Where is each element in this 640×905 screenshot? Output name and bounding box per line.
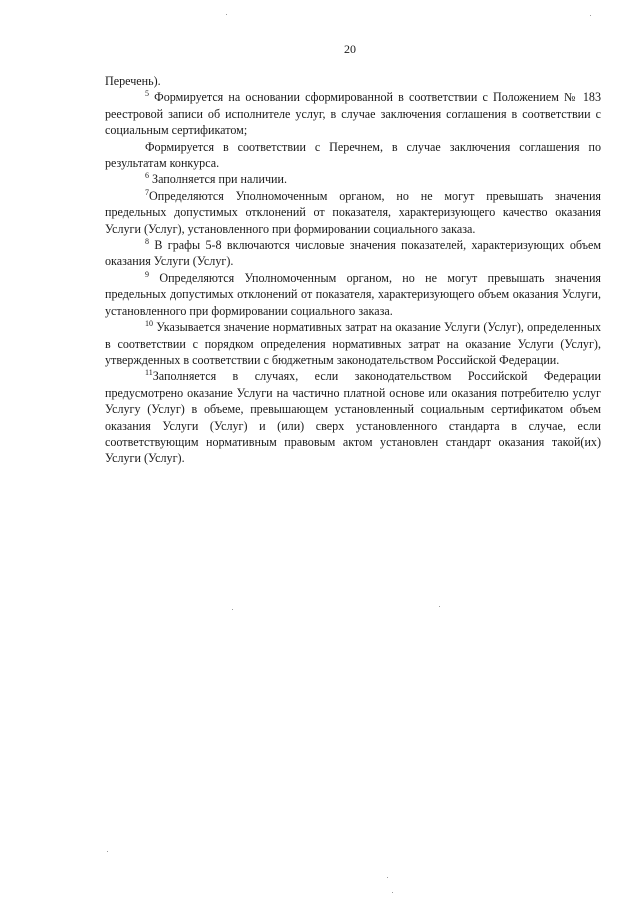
scan-speck [590, 15, 591, 16]
scan-speck [107, 851, 108, 852]
paragraph-continuation: Перечень). [105, 74, 161, 88]
footnote-7: $^7$Определяются Уполномоченным органом, но не могут превышать значения предельных допустимых отклонений от показателя, характеризующего качество оказания Услуги (Услуг), установленного при формировании социального заказа. [105, 187, 601, 236]
scan-speck [392, 892, 393, 893]
footnote-6: $^6$ Заполняется при наличии. [145, 171, 287, 187]
footnote-5-continued: Формируется в соответствии с Перечнем, в случае заключения соглашения по результатам конкурса. [105, 139, 601, 171]
footnote-5: $^5$ Формируется на основании сформированной в соответствии с Положением № 183 реестровой записи об исполнителе услуг, в случае заключения соглашения в соответствии с социальным сертификатом; [105, 89, 601, 138]
footnote-8: $^8$ В графы 5-8 включаются числовые значения показателей, характеризующих объем оказания Услуги (Услуг). [105, 237, 601, 269]
footnotes-text [105, 73, 601, 467]
page-number: 20 [344, 42, 356, 56]
footnote-marker: 5 [145, 89, 149, 99]
scan-speck [226, 14, 227, 15]
footnote-marker: 11 [145, 368, 153, 378]
footnote-11: $^{11}$Заполняется в случаях, если законодательством Российской Федерации предусмотрено оказание Услуги на частично платной основе или оказания потребителю услуг Услугу (Услуг) в объеме, превышающем установленный социальным сертификатом объем оказания Услуги (Услуг) и (или) сверх установленного стандарта в случае, если соответствующим нормативным правовым актом установлен стандарт оказания такой(их) Услуги (Услуг). [105, 368, 601, 466]
footnote-marker: 8 [145, 237, 149, 247]
footnote-marker: 10 [145, 319, 153, 329]
footnote-9: $^9$ Определяются Уполномоченным органом, но не могут превышать значения предельных допустимых отклонений от показателя, характеризующего объем оказания Услуги, установленного при формировании социального заказа. [105, 269, 601, 318]
scan-speck [232, 609, 233, 610]
footnote-10: $^{10}$ Указывается значение нормативных затрат на оказание Услуги (Услуг), определенных в соответствии с порядком определения нормативных затрат на оказание Услуги (Услуг), утвержденных в соответствии с бюджетным законодательством Российской Федерации. [105, 319, 601, 367]
footnote-marker: 6 [145, 171, 149, 181]
scan-speck [387, 877, 388, 878]
footnote-marker: 9 [145, 269, 149, 279]
scan-speck [439, 606, 440, 607]
footnote-marker: 7 [145, 187, 149, 197]
